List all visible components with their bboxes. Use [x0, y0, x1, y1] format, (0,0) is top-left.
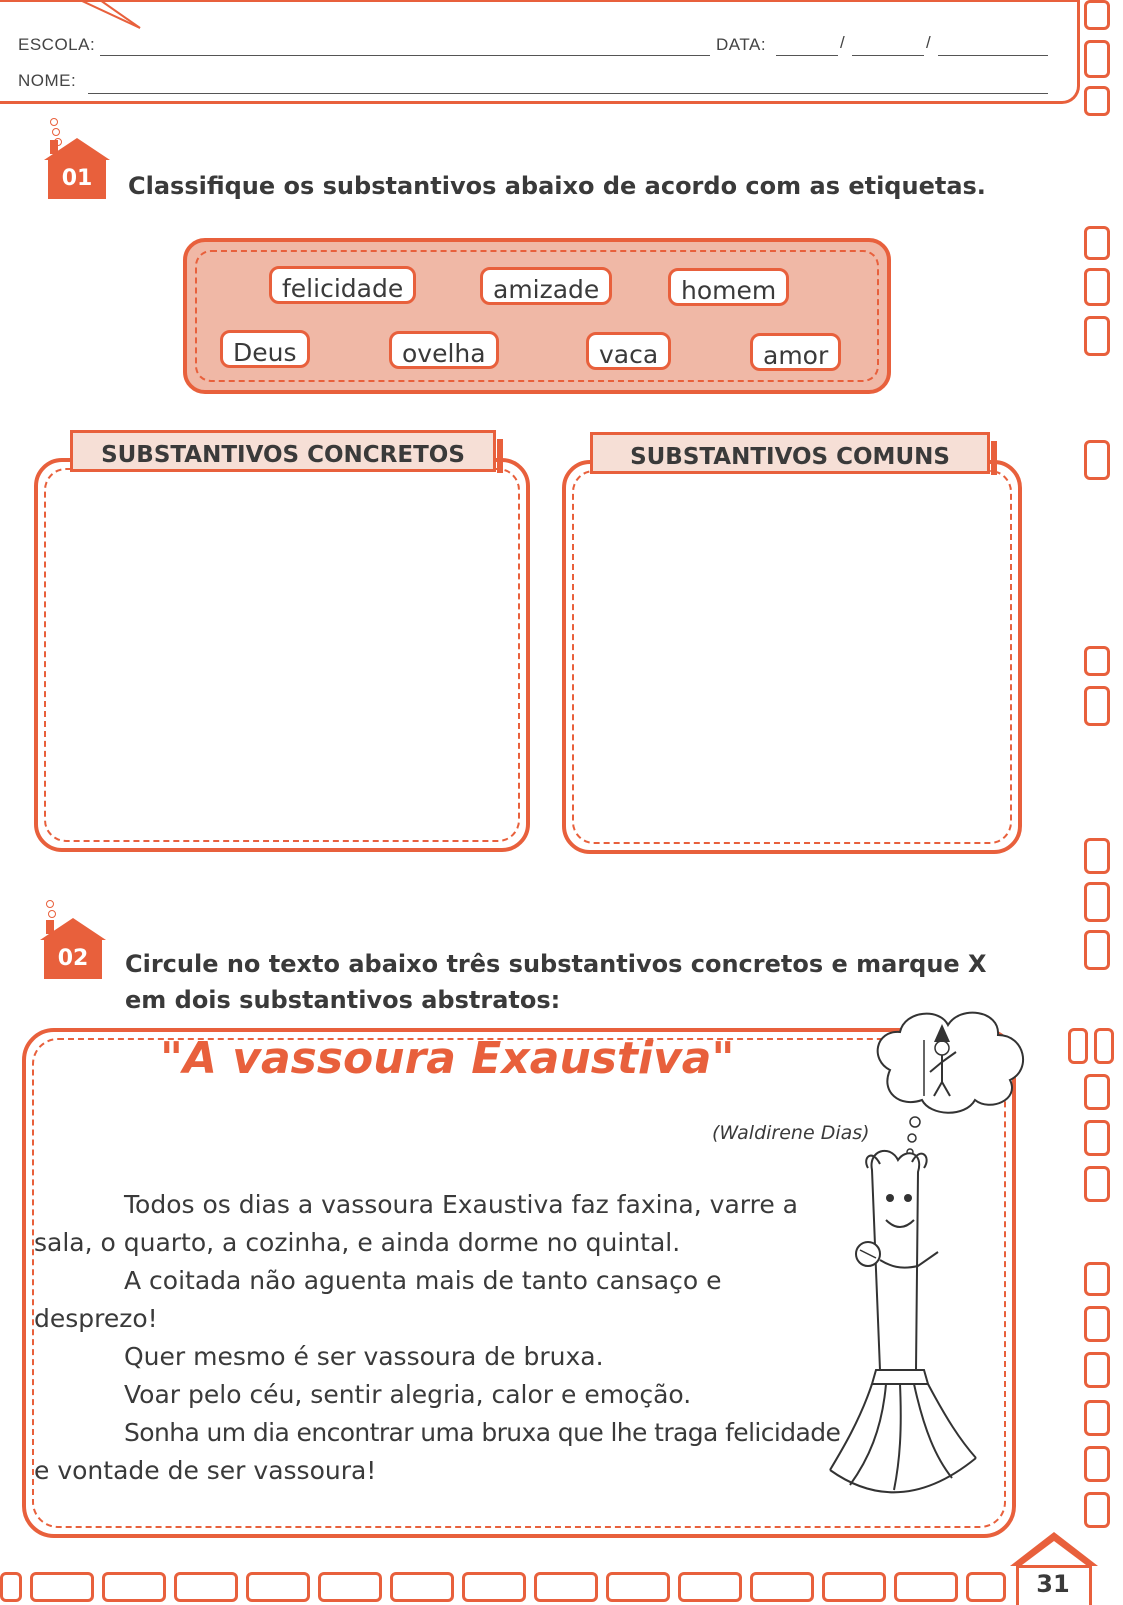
word-tag-felicidade: felicidade — [269, 266, 416, 304]
decor-brick — [174, 1572, 238, 1602]
story-line[interactable]: e vontade de ser vassoura! — [34, 1456, 377, 1485]
decor-brick — [462, 1572, 526, 1602]
concrete-nouns-box[interactable] — [34, 458, 530, 852]
header-form — [0, 0, 1080, 104]
house-01-icon — [44, 138, 110, 200]
smoke-puff-icon — [46, 900, 54, 908]
story-line[interactable]: desprezo! — [34, 1304, 158, 1333]
date-separator-2: / — [926, 33, 932, 52]
date-year-field[interactable] — [938, 55, 1048, 56]
common-nouns-title: SUBSTANTIVOS COMUNS — [590, 432, 990, 474]
decor-brick — [1084, 1306, 1110, 1342]
decor-brick — [1084, 226, 1110, 260]
story-author: (Waldirene Dias) — [712, 1122, 870, 1144]
witch-thought-cloud-icon — [860, 1000, 1040, 1160]
date-month-field[interactable] — [852, 55, 924, 56]
exercise-2-instruction-line-2: em dois substantivos abstratos: — [125, 986, 561, 1014]
decor-brick — [1084, 1120, 1110, 1156]
decor-brick — [318, 1572, 382, 1602]
smoke-puff-icon — [52, 128, 60, 136]
common-nouns-box[interactable] — [562, 460, 1022, 854]
page-number: 31 — [1036, 1570, 1070, 1598]
story-title: "A vassoura Exaustiva" — [160, 1033, 735, 1084]
decor-brick — [1084, 40, 1110, 78]
decor-brick — [246, 1572, 310, 1602]
decor-brick — [1084, 930, 1110, 970]
decor-brick — [1084, 838, 1110, 874]
exercise-2-instruction-line-1: Circule no texto abaixo três substantivos concretos e marque X — [125, 950, 987, 978]
decor-brick — [390, 1572, 454, 1602]
word-tag-ovelha: ovelha — [389, 331, 499, 369]
word-tag-amor: amor — [750, 333, 841, 371]
name-field[interactable] — [88, 93, 1048, 94]
decor-brick — [1084, 1262, 1110, 1296]
school-field[interactable] — [100, 55, 710, 56]
story-line[interactable]: Sonha um dia encontrar uma bruxa que lhe traga felicidade — [124, 1418, 841, 1447]
decor-brick — [1084, 268, 1110, 306]
decor-brick — [1084, 0, 1110, 30]
date-day-field[interactable] — [776, 55, 838, 56]
smoke-puff-icon — [50, 118, 58, 126]
exercise-1-instruction: Classifique os substantivos abaixo de acordo com as etiquetas. — [128, 172, 986, 200]
decor-brick — [1084, 440, 1110, 480]
story-line[interactable]: Voar pelo céu, sentir alegria, calor e emoção. — [124, 1380, 692, 1409]
word-tag-vaca: vaca — [586, 332, 671, 370]
word-tag-homem: homem — [668, 268, 789, 306]
decor-brick — [102, 1572, 166, 1602]
story-line[interactable]: Quer mesmo é ser vassoura de bruxa. — [124, 1342, 604, 1371]
decor-brick — [1084, 86, 1110, 116]
decor-brick — [1084, 1074, 1110, 1110]
word-tag-deus: Deus — [220, 330, 310, 368]
decor-brick — [1084, 1446, 1110, 1482]
decor-brick — [966, 1572, 1006, 1602]
story-line[interactable]: A coitada não aguenta mais de tanto cansaço e — [124, 1266, 722, 1295]
decor-brick — [1068, 1028, 1088, 1064]
name-label: NOME: — [18, 71, 77, 90]
decor-brick — [30, 1572, 94, 1602]
decor-brick — [1084, 1400, 1110, 1436]
decor-brick — [1084, 686, 1110, 726]
story-line[interactable]: Todos os dias a vassoura Exaustiva faz faxina, varre a — [124, 1190, 798, 1219]
decor-brick — [894, 1572, 958, 1602]
exercise-1-number: 01 — [48, 159, 106, 199]
decor-brick — [1084, 1352, 1110, 1388]
decor-brick — [606, 1572, 670, 1602]
decor-brick — [0, 1572, 22, 1602]
decor-brick — [1094, 1028, 1114, 1064]
decor-brick — [534, 1572, 598, 1602]
school-label: ESCOLA: — [18, 35, 96, 54]
decor-brick — [678, 1572, 742, 1602]
decor-brick — [822, 1572, 886, 1602]
decor-brick — [1084, 316, 1110, 356]
story-line[interactable]: sala, o quarto, a cozinha, e ainda dorme no quintal. — [34, 1228, 681, 1257]
decor-brick — [1084, 1492, 1110, 1528]
house-02-icon — [40, 918, 106, 980]
concrete-nouns-title: SUBSTANTIVOS CONCRETOS — [70, 430, 496, 472]
exercise-2-number: 02 — [44, 939, 102, 979]
decor-brick — [1084, 1166, 1110, 1202]
decor-brick — [1084, 882, 1110, 922]
broom-character-icon — [820, 1140, 980, 1500]
word-tag-amizade: amizade — [480, 267, 612, 305]
decor-brick — [1084, 646, 1110, 676]
date-label: DATA: — [716, 35, 767, 54]
roof-corner-icon — [80, 0, 160, 30]
date-separator-1: / — [840, 33, 846, 52]
decor-brick — [750, 1572, 814, 1602]
smoke-puff-icon — [48, 910, 56, 918]
